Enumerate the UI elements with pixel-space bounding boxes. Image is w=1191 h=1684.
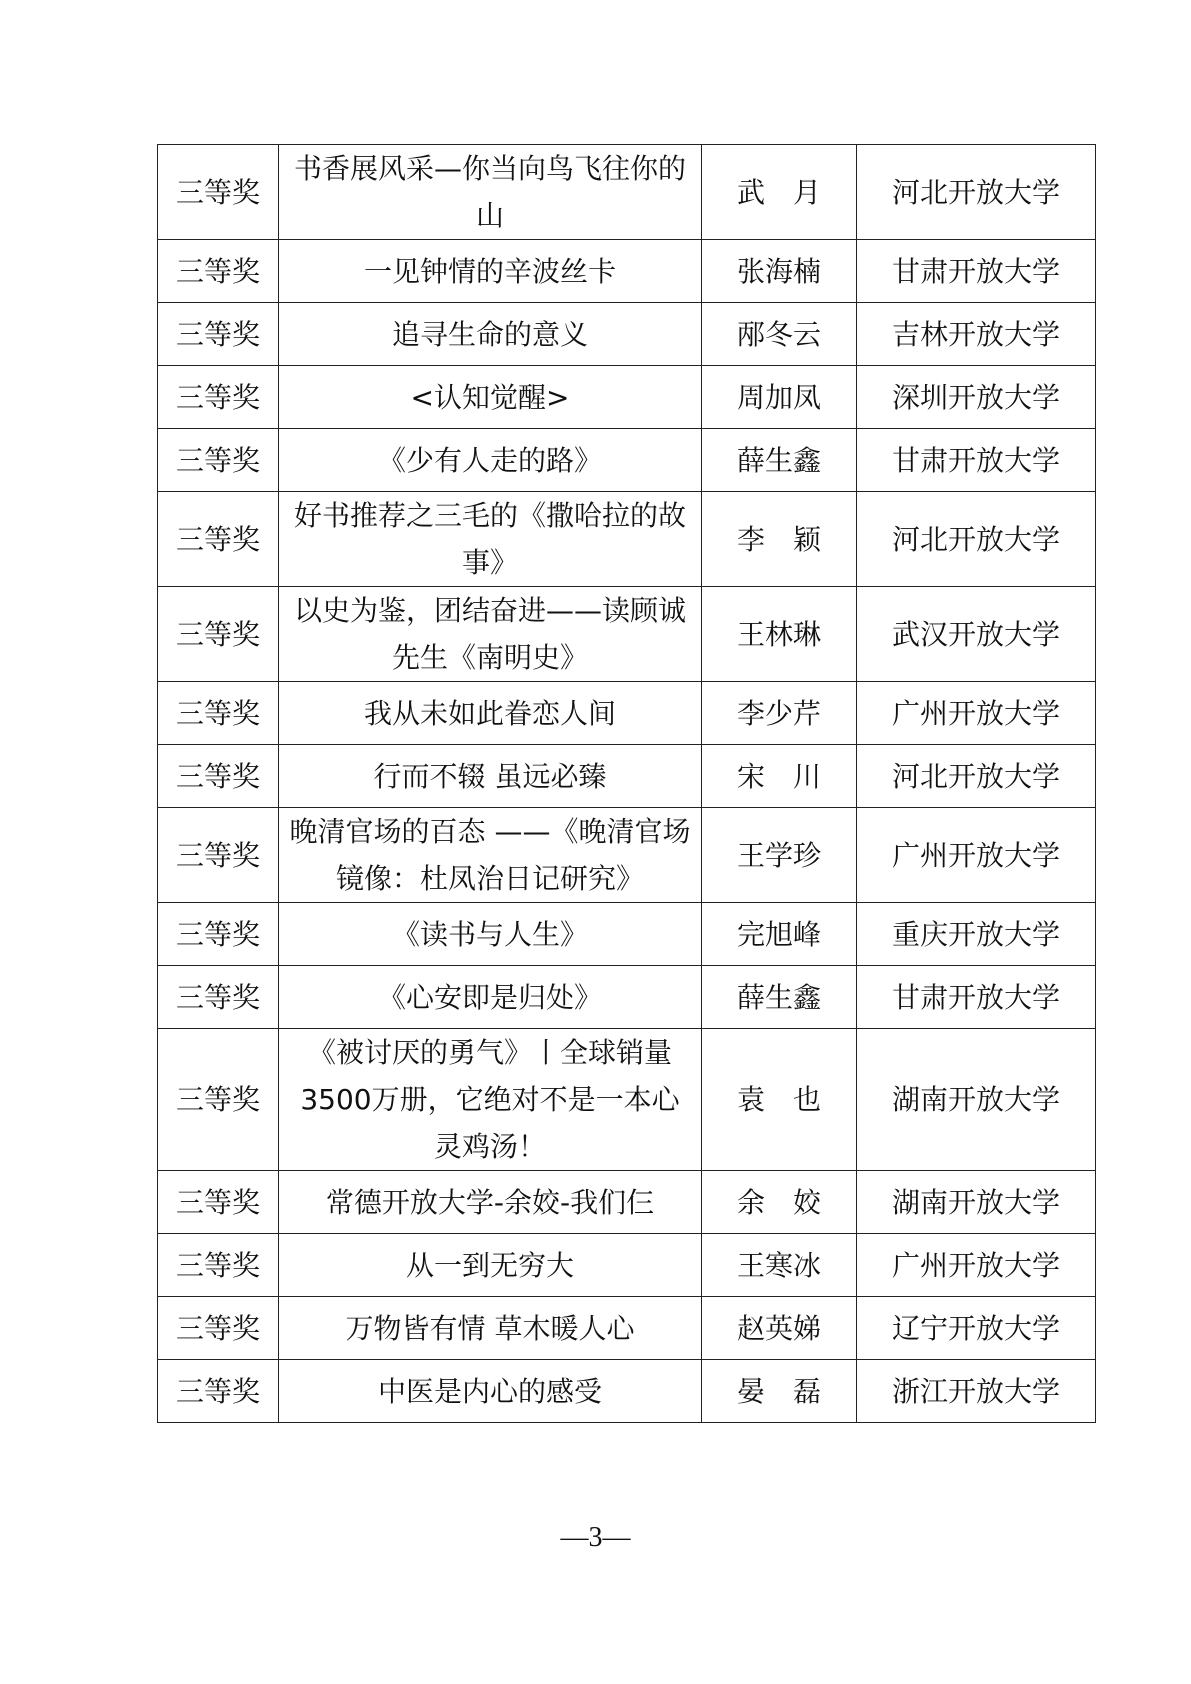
table-row: [158, 808, 1096, 903]
school-cell: 武汉开放大学: [857, 587, 1096, 682]
award-cell: 三等奖: [158, 429, 279, 492]
award-cell: 三等奖: [158, 745, 279, 808]
table-row: [158, 303, 1096, 366]
school-cell: 深圳开放大学: [857, 366, 1096, 429]
title-cell: 从一到无穷大: [279, 1234, 702, 1297]
title-cell: 行而不辍 虽远必臻: [279, 745, 702, 808]
title-cell: 万物皆有情 草木暖人心: [279, 1297, 702, 1360]
title-cell: 一见钟情的辛波丝卡: [279, 240, 702, 303]
title-cell: 书香展风采—你当向鸟飞往你的山: [279, 145, 702, 240]
school-cell: 浙江开放大学: [857, 1360, 1096, 1423]
author-cell: 邴冬云: [702, 303, 857, 366]
award-cell: 三等奖: [158, 1297, 279, 1360]
table-row: [158, 903, 1096, 966]
award-cell: 三等奖: [158, 492, 279, 587]
table-row: [158, 1234, 1096, 1297]
school-cell: 辽宁开放大学: [857, 1297, 1096, 1360]
school-cell: 甘肃开放大学: [857, 429, 1096, 492]
page-number: —3—: [560, 1522, 631, 1553]
author-cell: 李少芹: [702, 682, 857, 745]
award-cell: 三等奖: [158, 1171, 279, 1234]
award-cell: 三等奖: [158, 145, 279, 240]
award-cell: 三等奖: [158, 1360, 279, 1423]
award-cell: 三等奖: [158, 808, 279, 903]
author-cell: 余 姣: [702, 1171, 857, 1234]
award-table-body: [158, 145, 1096, 1423]
author-cell: 周加凤: [702, 366, 857, 429]
author-cell: 武 月: [702, 145, 857, 240]
school-cell: 吉林开放大学: [857, 303, 1096, 366]
award-cell: 三等奖: [158, 903, 279, 966]
title-cell: <认知觉醒>: [279, 366, 702, 429]
table-row: [158, 1360, 1096, 1423]
author-cell: 晏 磊: [702, 1360, 857, 1423]
title-cell: 以史为鉴，团结奋进——读顾诚先生《南明史》: [279, 587, 702, 682]
school-cell: 河北开放大学: [857, 745, 1096, 808]
title-cell: 常德开放大学-余姣-我们仨: [279, 1171, 702, 1234]
author-cell: 王林琳: [702, 587, 857, 682]
author-cell: 张海楠: [702, 240, 857, 303]
school-cell: 广州开放大学: [857, 682, 1096, 745]
award-cell: 三等奖: [158, 966, 279, 1029]
award-cell: 三等奖: [158, 1029, 279, 1171]
school-cell: 河北开放大学: [857, 145, 1096, 240]
school-cell: 河北开放大学: [857, 492, 1096, 587]
author-cell: 王学珍: [702, 808, 857, 903]
award-cell: 三等奖: [158, 1234, 279, 1297]
title-cell: 追寻生命的意义: [279, 303, 702, 366]
table-row: [158, 240, 1096, 303]
school-cell: 湖南开放大学: [857, 1171, 1096, 1234]
author-cell: 宋 川: [702, 745, 857, 808]
table-row: [158, 1297, 1096, 1360]
table-row: [158, 1171, 1096, 1234]
award-cell: 三等奖: [158, 587, 279, 682]
author-cell: 赵英娣: [702, 1297, 857, 1360]
title-cell: 晚清官场的百态 ——《晚清官场镜像：杜凤治日记研究》: [279, 808, 702, 903]
table-row: [158, 682, 1096, 745]
table-row: [158, 429, 1096, 492]
table-row: [158, 492, 1096, 587]
author-cell: 完旭峰: [702, 903, 857, 966]
title-cell: 中医是内心的感受: [279, 1360, 702, 1423]
author-cell: 薛生鑫: [702, 429, 857, 492]
author-cell: 王寒冰: [702, 1234, 857, 1297]
school-cell: 湖南开放大学: [857, 1029, 1096, 1171]
table-row: [158, 966, 1096, 1029]
table-row: [158, 366, 1096, 429]
award-cell: 三等奖: [158, 240, 279, 303]
author-cell: 薛生鑫: [702, 966, 857, 1029]
table-row: [158, 745, 1096, 808]
table-row: [158, 1029, 1096, 1171]
title-cell: 好书推荐之三毛的《撒哈拉的故事》: [279, 492, 702, 587]
title-cell: 《心安即是归处》: [279, 966, 702, 1029]
school-cell: 甘肃开放大学: [857, 966, 1096, 1029]
author-cell: 袁 也: [702, 1029, 857, 1171]
title-cell: 《少有人走的路》: [279, 429, 702, 492]
author-cell: 李 颖: [702, 492, 857, 587]
title-cell: 我从未如此眷恋人间: [279, 682, 702, 745]
school-cell: 广州开放大学: [857, 808, 1096, 903]
school-cell: 甘肃开放大学: [857, 240, 1096, 303]
table-row: [158, 587, 1096, 682]
award-cell: 三等奖: [158, 366, 279, 429]
school-cell: 重庆开放大学: [857, 903, 1096, 966]
title-cell: 《读书与人生》: [279, 903, 702, 966]
award-table: [157, 144, 1096, 1423]
award-cell: 三等奖: [158, 303, 279, 366]
table-row: [158, 145, 1096, 240]
title-cell: 《被讨厌的勇气》丨全球销量3500万册，它绝对不是一本心灵鸡汤！: [279, 1029, 702, 1171]
award-cell: 三等奖: [158, 682, 279, 745]
school-cell: 广州开放大学: [857, 1234, 1096, 1297]
